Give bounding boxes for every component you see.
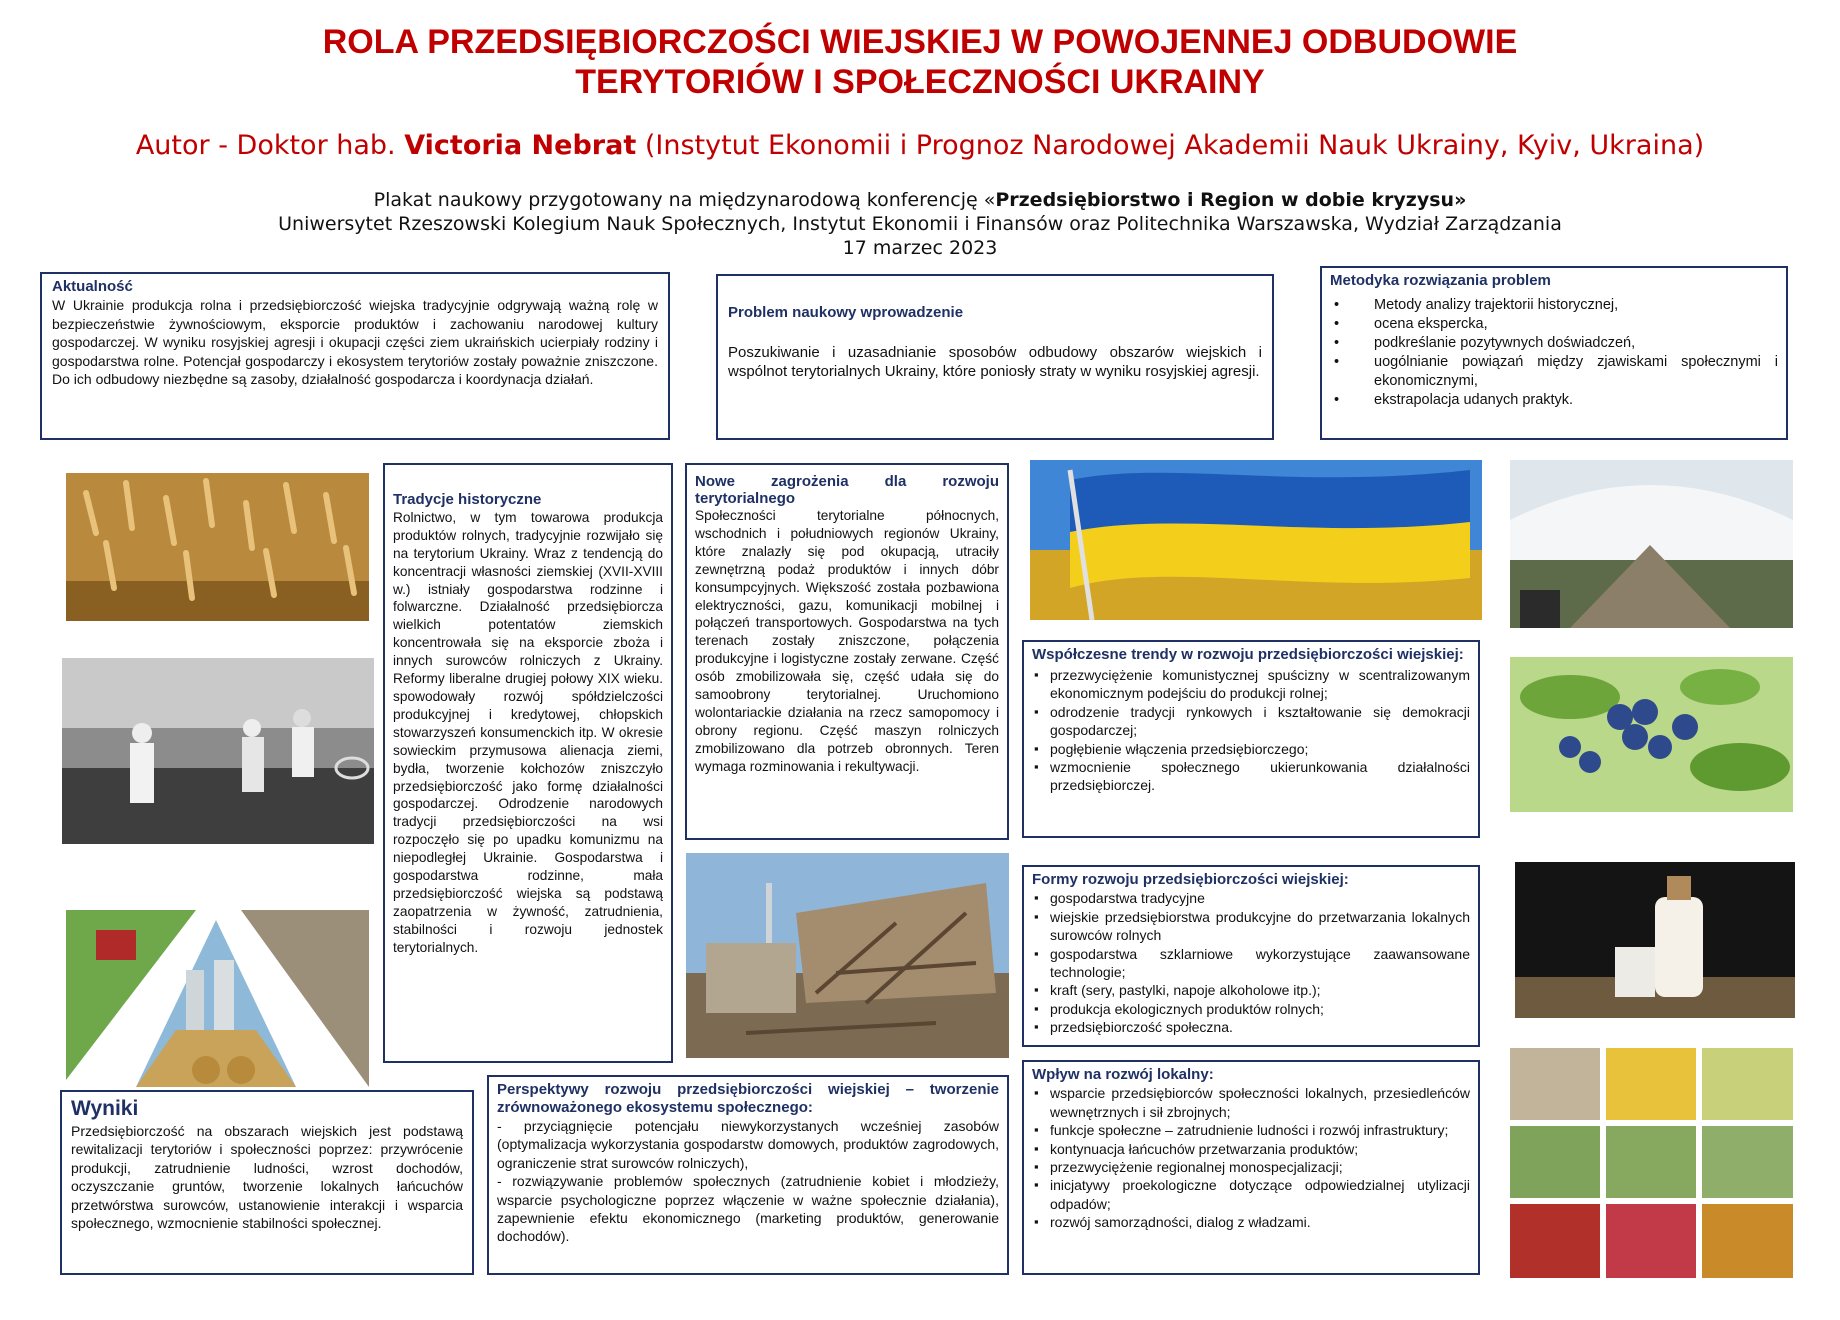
formy-heading: Formy rozwoju przedsiębiorczości wiejskiej: bbox=[1032, 871, 1349, 888]
formy-box bbox=[1022, 865, 1480, 1047]
ukrainian-flag-image bbox=[1030, 460, 1482, 620]
conference-info bbox=[0, 188, 1840, 260]
greenhouse-image bbox=[1510, 460, 1793, 628]
perspektywy-item-2: - rozwiązywanie problemów społecznych (zatrudnienie kobiet i młodzieży, wsparcie psychologiczne poprzez włączenie w ważne społecznie działania), zapewnienie efektu ekonomicznego (marketing produktów, generowanie dochodów). bbox=[497, 1173, 999, 1245]
trendy-box bbox=[1022, 640, 1480, 838]
agriculture-collage-image bbox=[66, 910, 369, 1087]
zagrozenia-box bbox=[685, 463, 1009, 840]
author-line bbox=[0, 130, 1840, 161]
metodyka-list bbox=[1330, 296, 1778, 410]
metodyka-item: • ocena ekspercka, bbox=[1374, 315, 1778, 334]
wheat-field-image bbox=[66, 473, 369, 621]
poster-title-line2: TERYTORIÓW I SPOŁECZNOŚCI UKRAINY bbox=[575, 63, 1265, 101]
formy-item: ▪ gospodarstwa tradycyjne bbox=[1050, 889, 1470, 907]
problem-box bbox=[716, 274, 1274, 440]
tradycje-text: Rolnictwo, w tym towarowa produkcja produktów rolnych, tradycyjnie rozwijało się na terytorium Ukrainy. Wraz z tendencją do koncentracji własności ziemskiej (XVII-XVIII w.) istniały gospodarstwa rodzinne i folwarczne. Działalność przedsiębiorcza wielkich potentatów ziemskich koncentrowała się na eksporcie zboża i innych surowców rolniczych z Ukrainy. Reformy liberalne drugiej połowy XIX wieku. spowodowały rozwój spółdzielczości produkcyjnej i kredytowej, chłopskich stowarzyszeń konsumenckich itp. W okresie sowieckim przymusowa alienacja ziemi, bydła, tworzenie kołchozów zniszczyło przedsiębiorczość jako formę działalności gospodarczej. Odrodzenie narodowych tradycji przedsiębiorczości na wsi rozpoczęło się po upadku komunizmu na niepodległej Ukrainie. Gospodarstwa i gospodarstwa rodzinne, mała przedsiębiorczość wiejska są podstawą zaopatrzenia w żywność, zatrudnienia, stabilności i rozwoju jednostek terytorialnych. bbox=[393, 509, 663, 955]
trendy-item: ▪ pogłębienie włączenia przedsiębiorczego; bbox=[1050, 740, 1470, 758]
wyniki-text: Przedsiębiorczość na obszarach wiejskich jest podstawą rewitalizacji terytoriów i społeczności poprzez: przywrócenie produkcji, zatrudnienie ludności, wzrost dochodów, oczyszczanie gruntów, tworzenie lokalnych łańcuchów przetwórstwa surowców, ustanowienie interakcji i wsparcia społecznego, wzmocnienie stabilności społecznej. bbox=[71, 1123, 463, 1232]
perspektywy-item-1: - przyciągnięcie potencjału niewykorzystanych wcześniej zasobów (optymalizacja wykorzystania gospodarstw domowych, produktów zagrodowych, ograniczenie strat surowców rolniczych), bbox=[497, 1118, 999, 1171]
metodyka-item: • Metody analizy trajektorii historycznej, bbox=[1374, 296, 1778, 315]
tradycje-heading: Tradycje historyczne bbox=[393, 491, 542, 508]
author-prefix: Autor - Doktor hab. bbox=[135, 130, 405, 161]
wyniki-box bbox=[60, 1090, 474, 1275]
wplyw-box bbox=[1022, 1060, 1480, 1275]
metodyka-box bbox=[1320, 266, 1788, 440]
milk-bottle-image bbox=[1515, 862, 1795, 1018]
poster-title bbox=[0, 22, 1840, 102]
wplyw-heading: Wpływ na rozwój lokalny: bbox=[1032, 1066, 1214, 1083]
wplyw-list bbox=[1032, 1084, 1470, 1231]
metodyka-item: • uogólnianie powiązań między zjawiskami społecznymi i ekonomicznymi, bbox=[1374, 353, 1778, 391]
aktualnosc-text: W Ukrainie produkcja rolna i przedsiębiorczość wiejska tradycyjnie odgrywają ważną rolę w bezpieczeństwie żywnościowym, eksporcie produktów i zachowaniu narodowej kultury gospodarczej. W wyniku rosyjskiej agresji i okupacji części ziem ukraińskich ucierpiały rodziny i gospodarstwa rolne. Potencjał gospodarczy i ekosystem terytoriów zostały poważnie zniszczone. Do ich odbudowy niezbędne są zasoby, działalność gospodarcza i koordynacja działań. bbox=[52, 297, 658, 388]
wplyw-item: ▪ inicjatywy proekologiczne dotyczące odpowiedzialnej utylizacji odpadów; bbox=[1050, 1176, 1470, 1213]
author-affiliation: (Instytut Ekonomii i Prognoz Narodowej Akademii Nauk Ukrainy, Kyiv, Ukraina) bbox=[636, 130, 1705, 161]
farm-products-collage bbox=[1510, 1048, 1793, 1278]
conference-prefix: Plakat naukowy przygotowany na międzynarodową konferencję « bbox=[373, 189, 996, 211]
formy-item: ▪ wiejskie przedsiębiorstwa produkcyjne do przetwarzania lokalnych surowców rolnych bbox=[1050, 908, 1470, 945]
aktualnosc-heading: Aktualność bbox=[52, 278, 133, 295]
author-name: Victoria Nebrat bbox=[404, 130, 637, 161]
trendy-item: ▪ przezwyciężenie komunistycznej spuścizny w scentralizowanym ekonomicznym podejściu do produkcji rolnej; bbox=[1050, 666, 1470, 703]
metodyka-item: • podkreślanie pozytywnych doświadczeń, bbox=[1374, 334, 1778, 353]
wplyw-item: ▪ funkcje społeczne – zatrudnienie ludności i rozwój infrastruktury; bbox=[1050, 1121, 1470, 1139]
tradycje-box bbox=[383, 463, 673, 1063]
historical-farmers-photo bbox=[62, 658, 374, 844]
formy-item: ▪ gospodarstwa szklarniowe wykorzystujące zaawansowane technologie; bbox=[1050, 945, 1470, 982]
formy-list bbox=[1032, 889, 1470, 1036]
poster-title-line1: ROLA PRZEDSIĘBIORCZOŚCI WIEJSKIEJ W POWOJENNEJ ODBUDOWIE bbox=[322, 23, 1518, 61]
perspektywy-box bbox=[487, 1075, 1009, 1275]
trendy-item: ▪ wzmocnienie społecznego ukierunkowania działalności przedsiębiorczej. bbox=[1050, 758, 1470, 795]
zagrozenia-heading: Nowe zagrożenia dla rozwoju terytorialnego bbox=[695, 473, 999, 507]
zagrozenia-text: Społeczności terytorialne północnych, wschodnich i południowych regionów Ukrainy, które znalazły się pod okupacją, utraciły zewnętrzną podaż produktów i innych dóbr konsumpcyjnych. Większość została pozbawiona elektryczności, gazu, komunikacji mobilnej i połączeń transportowych. Gospodarstwa na tych terenach zostały zniszczone, połączenia produkcyjne i logistyczne zostały zerwane. Część osób zmobilizowała się, część udała się do samoobrony terytorialnej. Uruchomiono wolontariackie działania na rzecz samopomocy i obrony regionu. Część maszyn rolniczych zmobilizowano dla potrzeb obronnych. Teren wymaga rozminowania i rekultywacji. bbox=[695, 508, 999, 774]
organizers: Uniwersytet Rzeszowski Kolegium Nauk Społecznych, Instytut Ekonomii i Finansów oraz Politechnika Warszawska, Wydział Zarządzania bbox=[278, 213, 1562, 235]
wplyw-item: ▪ wsparcie przedsiębiorców społeczności lokalnych, przesiedleńców wewnętrznych i sił zbrojnych; bbox=[1050, 1084, 1470, 1121]
trendy-heading: Współczesne trendy w rozwoju przedsiębiorczości wiejskiej: bbox=[1032, 646, 1464, 663]
trendy-list bbox=[1032, 666, 1470, 795]
wplyw-item: ▪ kontynuacja łańcuchów przetwarzania produktów; bbox=[1050, 1140, 1470, 1158]
perspektywy-heading: Perspektywy rozwoju przedsiębiorczości wiejskiej – tworzenie zrównoważonego ekosystemu społecznego: bbox=[497, 1081, 999, 1116]
blueberries-image bbox=[1510, 657, 1793, 812]
aktualnosc-box bbox=[40, 272, 670, 440]
wplyw-item: ▪ przezwyciężenie regionalnej monospecjalizacji; bbox=[1050, 1158, 1470, 1176]
problem-heading: Problem naukowy wprowadzenie bbox=[728, 304, 964, 321]
wplyw-item: ▪ rozwój samorządności, dialog z władzami. bbox=[1050, 1213, 1470, 1231]
metodyka-item: • ekstrapolacja udanych praktyk. bbox=[1374, 391, 1778, 410]
conference-name: Przedsiębiorstwo i Region w dobie kryzysu» bbox=[995, 189, 1467, 211]
trendy-item: ▪ odrodzenie tradycji rynkowych i kształtowanie się demokracji gospodarczej; bbox=[1050, 703, 1470, 740]
formy-item: ▪ kraft (sery, pastylki, napoje alkoholowe itp.); bbox=[1050, 981, 1470, 999]
destroyed-house-image bbox=[686, 853, 1009, 1058]
metodyka-heading: Metodyka rozwiązania problem bbox=[1330, 272, 1551, 289]
conference-line bbox=[0, 188, 1840, 212]
wyniki-heading: Wyniki bbox=[71, 1097, 139, 1120]
problem-text: Poszukiwanie i uzasadnianie sposobów odbudowy obszarów wiejskich i wspólnot terytorialnych Ukrainy, które poniosły straty w wyniku rosyjskiej agresji. bbox=[728, 344, 1262, 380]
conference-date: 17 marzec 2023 bbox=[842, 237, 998, 259]
formy-item: ▪ przedsiębiorczość społeczna. bbox=[1050, 1018, 1470, 1036]
formy-item: ▪ produkcja ekologicznych produktów rolnych; bbox=[1050, 1000, 1470, 1018]
